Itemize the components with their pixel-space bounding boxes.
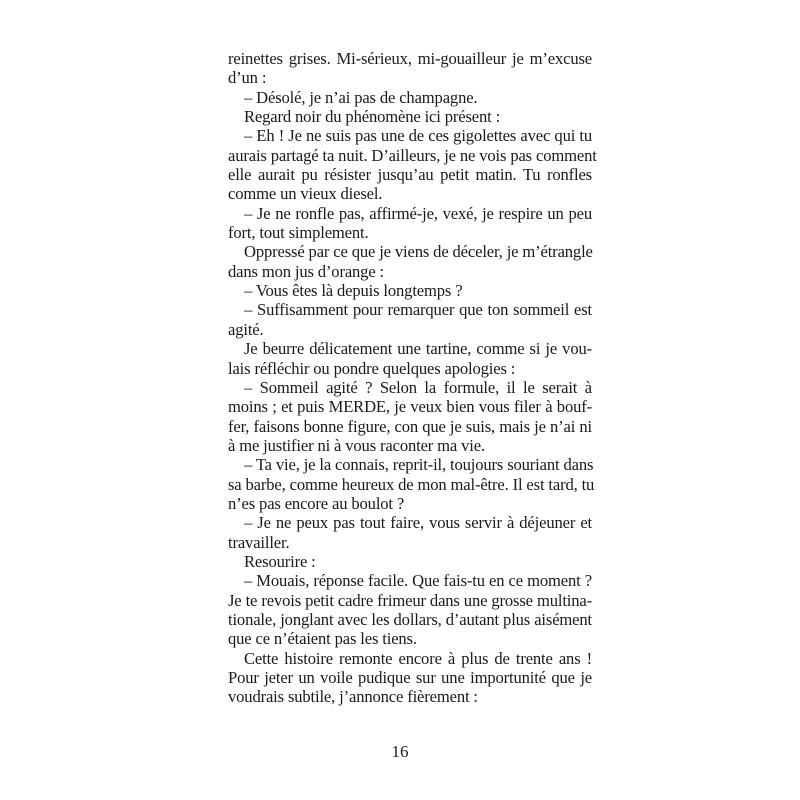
text-line: lais réfléchir ou pondre quelques apologies : — [228, 358, 516, 378]
text-line: Pour jeter un voile pudique sur une importunité que je — [228, 668, 592, 687]
text-line: – Ta vie, je la connais, reprit-il, toujours souriant dans — [244, 455, 594, 475]
text-line: Resourire : — [244, 551, 316, 571]
text-line: – Suffisamment pour remarquer que ton sommeil est — [244, 300, 592, 320]
text-line: que ce n’étaient pas les tiens. — [228, 629, 417, 649]
text-line: agité. — [228, 319, 264, 339]
text-line: – Vous êtes là depuis longtemps ? — [244, 281, 463, 301]
text-line: Je te revois petit cadre frimeur dans une grosse multina- — [228, 590, 592, 610]
text-line: fort, tout simplement. — [228, 223, 369, 243]
text-line: – Désolé, je n’ai pas de champagne. — [244, 87, 478, 107]
page-number: 16 — [391, 742, 409, 761]
text-line: tionale, jonglant avec les dollars, d’autant plus aisément — [228, 609, 592, 629]
text-line: comme un vieux diesel. — [228, 184, 383, 204]
text-line: – Mouais, réponse facile. Que fais-tu en ce moment ? — [244, 571, 592, 591]
text-line: fer, faisons bonne figure, con que je suis, mais je n’ai ni — [228, 416, 592, 436]
text-line: reinettes grises. Mi-sérieux, mi-gouailleur je m’excuse — [228, 49, 592, 68]
text-line: dans mon jus d’orange : — [228, 261, 385, 281]
text-line: – Eh ! Je ne suis pas une de ces gigolettes avec qui tu — [244, 126, 592, 146]
text-line: à me justifier ni à vous raconter ma vie. — [228, 435, 485, 455]
text-line: – Sommeil agité ? Selon la formule, il le serait à — [244, 377, 592, 397]
text-line: Oppressé par ce que je viens de déceler, je m’étrangle — [244, 242, 593, 262]
text-line: aurais partagé ta nuit. D’ailleurs, je ne vois pas comment — [228, 145, 597, 165]
text-line: Cette histoire remonte encore à plus de trente ans ! — [244, 648, 592, 668]
body-text — [228, 49, 597, 707]
text-line: d’un : — [228, 68, 267, 88]
text-line: travailler. — [228, 532, 290, 552]
text-line: moins ; et puis MERDE, je veux bien vous filer à bouf- — [228, 397, 592, 417]
text-line: Je beurre délicatement une tartine, comme si je vou- — [244, 339, 592, 359]
text-line: sa barbe, comme heureux de mon mal-être. Il est tard, tu — [228, 474, 595, 494]
text-line: voudrais subtile, j’annonce fièrement : — [228, 687, 478, 707]
text-line: – Je ne ronfle pas, affirmé-je, vexé, je respire un peu — [244, 203, 592, 223]
text-line: – Je ne peux pas tout faire, vous servir à déjeuner et — [244, 513, 592, 533]
text-line: Regard noir du phénomène ici présent : — [244, 107, 501, 127]
text-line: n’es pas encore au boulot ? — [228, 493, 405, 513]
text-line: elle aurait pu résister jusqu’au petit matin. Tu ronfles — [228, 165, 592, 185]
